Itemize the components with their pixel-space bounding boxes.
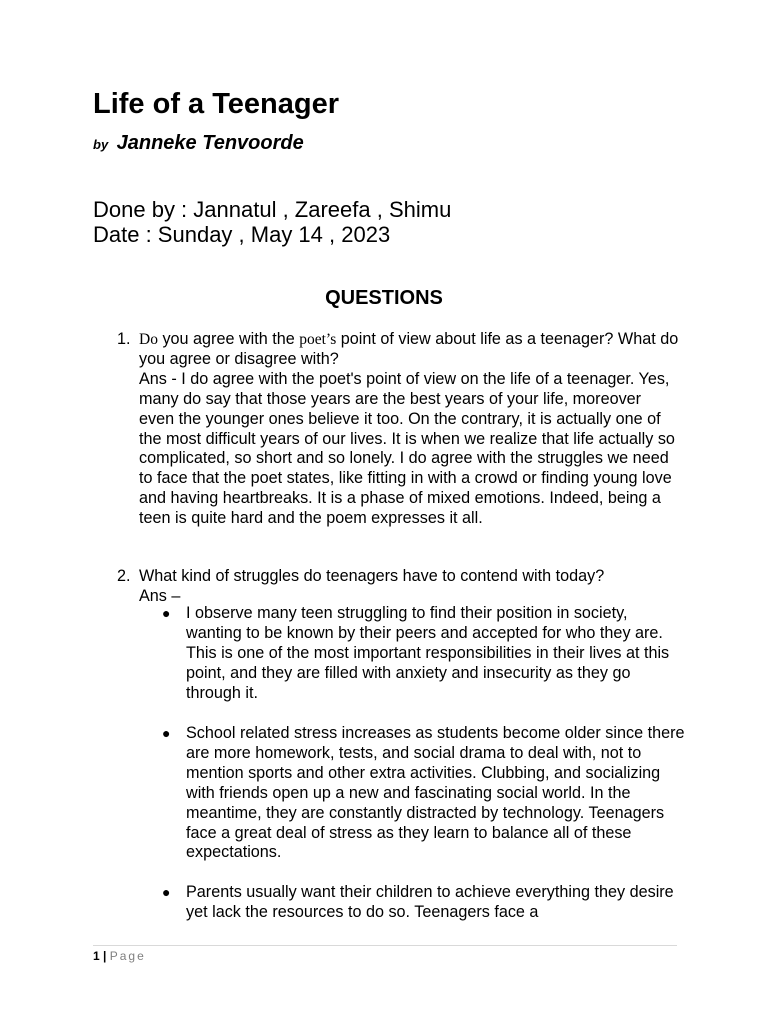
answer-label: Ans –: [139, 586, 181, 605]
answer-text: Ans - I do agree with the poet's point of view on the life of a teenager. Yes, many do say that those years are the best years of your life, moreover even the younger ones believe it too. On the contrary, it is actually one of the most difficult years of our lives. It is when we realize that life actually so complicated, so short and so lonely. I do agree with the struggles we need to face that the poet states, like fitting in with a crowd or finding young love and having heartbreaks. It is a phase of mixed emotions. Indeed, being a teen is quite hard and the poem expresses it all.: [139, 369, 675, 528]
question-word-do: Do: [139, 331, 158, 348]
question-number: 1.: [117, 330, 131, 348]
page-label: Page: [109, 949, 146, 963]
question-word-poets: poet’s: [299, 331, 337, 348]
byline: [93, 132, 304, 155]
bullet-icon: ●: [162, 605, 171, 621]
question-text: What kind of struggles do teenagers have to contend with today?: [139, 567, 605, 585]
bullet-icon: ●: [162, 725, 171, 741]
bullet-icon: ●: [162, 884, 171, 900]
list-item: [162, 883, 686, 923]
list-item-text: I observe many teen struggling to find their position in society, wanting to be known by their peers and accepted for who they are. This is one of the most important responsibilities in their lives at this point, and they are filled with anxiety and insecurity as they go through it.: [186, 604, 670, 702]
page-footer: [93, 948, 146, 964]
done-by-line: Done by : Jannatul , Zareefa , Shimu: [93, 197, 452, 222]
list-item-text: Parents usually want their children to achieve everything they desire yet lack the resources to do so. Teenagers face a: [186, 883, 674, 921]
list-item: [162, 724, 686, 863]
by-label: by: [93, 137, 109, 152]
list-item: [162, 604, 686, 704]
document-title: Life of a Teenager: [93, 88, 340, 120]
question-1: [117, 330, 679, 529]
footer-separator: |: [103, 949, 107, 963]
question-2: [117, 567, 679, 607]
list-item-text: School related stress increases as students become older since there are more homework, tests, and social drama to deal with, not to mention sports and other extra activities. Clubbing, and socializing with friends open up a new and fascinating social world. In the meantime, they are constantly distracted by technology. Teenagers face a great deal of stress as they learn to balance all of these expectations.: [186, 724, 685, 862]
section-heading: QUESTIONS: [325, 287, 443, 309]
date-line: Date : Sunday , May 14 , 2023: [93, 222, 391, 247]
page-number: 1: [93, 949, 100, 963]
question-number: 2.: [117, 567, 131, 585]
question-text: [139, 330, 679, 370]
author-name: Janneke Tenvoorde: [116, 132, 304, 154]
question-segment: point of view about life as a teenager? What do you agree or disagree with?: [139, 330, 679, 368]
question-segment: you agree with the: [157, 330, 300, 348]
footer-divider: [93, 945, 677, 946]
